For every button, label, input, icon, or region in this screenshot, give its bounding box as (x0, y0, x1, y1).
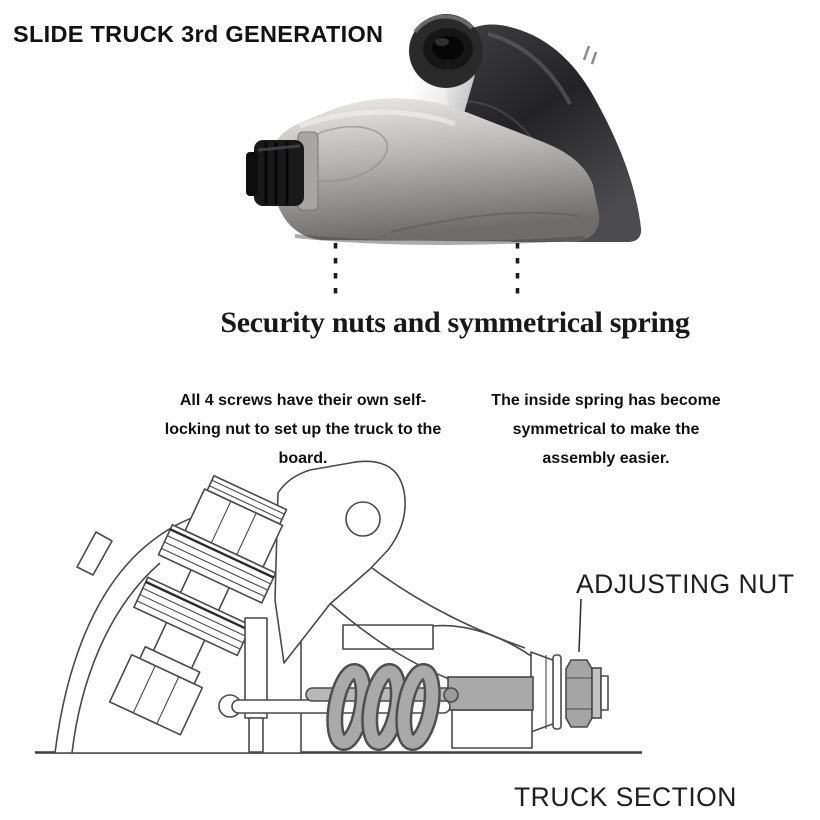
mounting-hole (346, 502, 380, 536)
product-photo (240, 2, 650, 247)
truck-section-label: TRUCK SECTION (514, 782, 737, 812)
axle-nut-black (246, 132, 318, 210)
axle-washer (553, 655, 561, 729)
adjusting-nut-label: ADJUSTING NUT (576, 569, 795, 599)
feature-text-screws: All 4 screws have their own self-locking nut to set up the truck to the board. (164, 392, 442, 467)
truck-section-drawing (20, 455, 660, 775)
adjusting-nut-leader-line (579, 599, 581, 652)
axle-step-1 (592, 668, 601, 718)
axle-step-2 (601, 676, 608, 710)
pivot-bar-base (249, 718, 263, 752)
feature-text-spring: The inside spring has become symmetrical to make the assembly easier. (491, 392, 721, 467)
callout-dashed-lines (320, 241, 530, 301)
adjusting-nut-shape (566, 660, 608, 727)
pivot-ring (409, 14, 483, 88)
spring-seat-block (448, 677, 533, 710)
section-heading: Security nuts and symmetrical spring (220, 306, 690, 339)
rod-end-cap (444, 688, 458, 702)
page-title: SLIDE TRUCK 3rd GENERATION (13, 21, 384, 47)
